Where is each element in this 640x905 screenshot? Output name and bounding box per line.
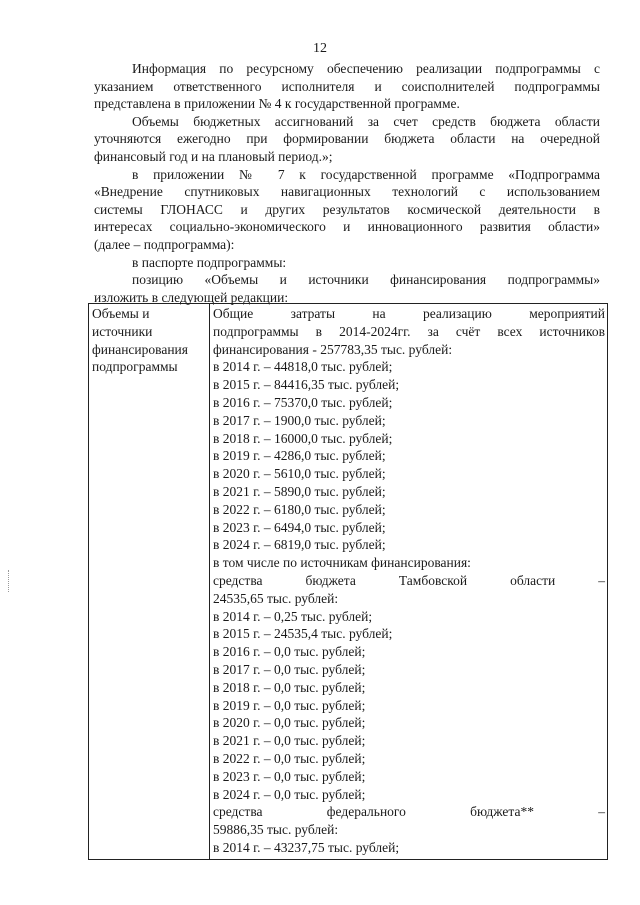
page-number: 12 xyxy=(313,41,327,56)
table-content-line: в 2022 г. – 0,0 тыс. рублей; xyxy=(213,750,366,766)
paragraph-line: представлена в приложении № 4 к государственной программе. xyxy=(94,96,460,112)
table-content-line: в 2017 г. – 0,0 тыс. рублей; xyxy=(213,661,366,677)
table-content-line: в 2023 г. – 6494,0 тыс. рублей; xyxy=(213,519,386,535)
table-content-line: 24535,65 тыс. рублей: xyxy=(213,590,339,606)
table-content-line: в 2014 г. – 43237,75 тыс. рублей; xyxy=(213,839,400,855)
table-content-line: средства бюджета Тамбовской области – xyxy=(213,572,605,588)
table-content-line: в 2022 г. – 6180,0 тыс. рублей; xyxy=(213,501,386,517)
body-text xyxy=(94,60,600,306)
table-content-line: подпрограммы в 2014-2024гг. за счёт всех источников xyxy=(213,323,605,339)
table-content-line: средства федерального бюджета** – xyxy=(213,804,605,820)
paragraph-line: указанием ответственного исполнителя и соисполнителей подпрограммы xyxy=(94,78,600,94)
table-content-line: в 2019 г. – 4286,0 тыс. рублей; xyxy=(213,448,386,464)
passport-table xyxy=(88,303,608,860)
table-content-line: Общие затраты на реализацию мероприятий xyxy=(213,306,605,321)
paragraph-line: уточняются ежегодно при формировании бюджета области на очередной xyxy=(94,131,600,147)
table-label-line: подпрограммы xyxy=(92,359,178,375)
paragraph-line: Информация по ресурсному обеспечению реализации подпрограммы с xyxy=(132,61,600,76)
table-content-line: в 2019 г. – 0,0 тыс. рублей; xyxy=(213,697,366,713)
paragraph-line: Объемы бюджетных ассигнований за счет средств бюджета области xyxy=(132,113,600,129)
table-content-line: в том числе по источникам финансирования: xyxy=(213,555,471,571)
table-content-line: в 2016 г. – 75370,0 тыс. рублей; xyxy=(213,394,393,410)
table-content-line: финансирования - 257783,35 тыс. рублей: xyxy=(213,341,453,357)
paragraph-line: изложить в следующей редакции: xyxy=(94,289,289,305)
table-content-line: в 2024 г. – 0,0 тыс. рублей; xyxy=(213,786,366,802)
table-content-line: в 2016 г. – 0,0 тыс. рублей; xyxy=(213,644,366,660)
paragraph-line: системы ГЛОНАСС и других результатов космической деятельности в xyxy=(94,201,600,217)
paragraph-line: финансовый год и на плановый период.»; xyxy=(94,148,333,164)
table-content-line: в 2021 г. – 5890,0 тыс. рублей; xyxy=(213,483,386,499)
table-label-line: финансирования xyxy=(92,341,188,357)
paragraph-line: (далее – подпрограмма): xyxy=(94,236,235,252)
paragraph-line: интересах социально-экономического и инновационного развития области» xyxy=(94,219,600,235)
table-content-line: в 2021 г. – 0,0 тыс. рублей; xyxy=(213,733,366,749)
table-content-line: в 2015 г. – 84416,35 тыс. рублей; xyxy=(213,377,400,393)
table-label-cell xyxy=(89,304,210,860)
paragraph-line: позицию «Объемы и источники финансирования подпрограммы» xyxy=(132,272,600,288)
paragraph-line: в паспорте подпрограммы: xyxy=(132,254,287,270)
table-content-line: в 2023 г. – 0,0 тыс. рублей; xyxy=(213,768,366,784)
table-content-line: в 2017 г. – 1900,0 тыс. рублей; xyxy=(213,412,386,428)
table-content-line: в 2015 г. – 24535,4 тыс. рублей; xyxy=(213,626,393,642)
scan-edge-mark xyxy=(8,570,10,592)
table-label-line: Объемы и xyxy=(92,306,150,321)
table-content-line: в 2018 г. – 0,0 тыс. рублей; xyxy=(213,679,366,695)
table-label-line: источники xyxy=(92,323,153,339)
table-row xyxy=(89,304,608,860)
table-content-line: в 2018 г. – 16000,0 тыс. рублей; xyxy=(213,430,393,446)
table-content-line: в 2020 г. – 5610,0 тыс. рублей; xyxy=(213,466,386,482)
paragraph-line: в приложении № 7 к государственной программе «Подпрограмма xyxy=(132,166,600,182)
table-content-cell xyxy=(210,304,608,860)
table-content-line: в 2014 г. – 44818,0 тыс. рублей; xyxy=(213,359,393,375)
table-content-line: в 2014 г. – 0,25 тыс. рублей; xyxy=(213,608,373,624)
table-content-line: 59886,35 тыс. рублей: xyxy=(213,822,339,838)
table-content-line: в 2024 г. – 6819,0 тыс. рублей; xyxy=(213,537,386,553)
table-content-line: в 2020 г. – 0,0 тыс. рублей; xyxy=(213,715,366,731)
paragraph-line: «Внедрение спутниковых навигационных технологий с использованием xyxy=(94,184,600,200)
